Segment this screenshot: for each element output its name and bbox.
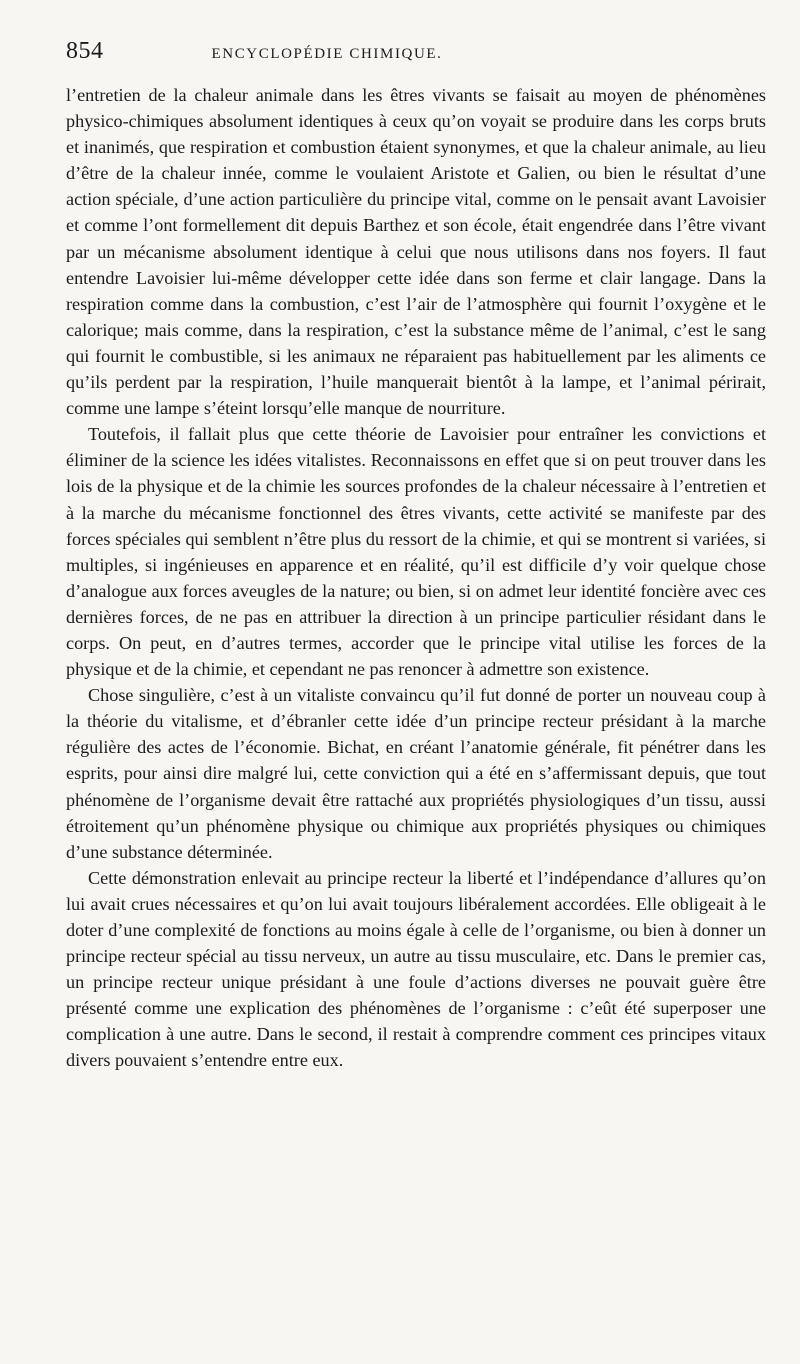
paragraph: Cette démonstration enlevait au principe recteur la liberté et l’indépendance d’allures qu’on lui avait crues nécessaires et qu’on lui avait toujours libéralement accordées. Elle obligeait à le doter d’une complexité de fonctions au moins égale à celle de l’organisme, ou bien à donner un principe recteur spécial au tissu nerveux, un autre au tissu musculaire, etc. Dans le premier cas, un principe recteur unique présidant à une foule d’actions diverses ne pouvait guère être présenté comme une explication des phénomènes de l’organisme : c’eût été superposer une complication à une autre. Dans le second, il restait à comprendre comment ces principes vitaux divers pouvaient s’entendre entre eux.: [66, 867, 766, 1071]
paragraph-continuation: l’entretien de la chaleur animale dans les êtres vivants se faisait au moyen de phénomènes physico-chimiques absolument identiques à ceux qu’on voyait se produire dans les corps bruts et inanimés, que respiration et combustion étaient synonymes, et que la chaleur animale, au lieu d’être de la chaleur innée, comme le voulaient Aristote et Galien, ou bien le résultat d’une action spéciale, d’une action particulière du principe vital, comme on le pensait avant Lavoisier et comme l’ont formellement dit depuis Barthez et son école, était engendrée dans l’être vivant par un mécanisme absolument identique à celui que nous utilisons dans nos foyers. Il faut entendre Lavoisier lui-même développer cette idée dans son ferme et clair langage. Dans la respiration comme dans la combustion, c’est l’air de l’atmosphère qui fournit l’oxygène et le calorique; mais comme, dans la respiration, c’est la substance même de l’animal, c’est le sang qui fournit le combustible, si les animaux ne réparaient pas habituellement par les aliments ce qu’ils perdent par la respiration, l’huile manquerait bientôt à la lampe, et l’animal périrait, comme une lampe s’éteint lorsqu’elle manque de nourriture.: [66, 85, 766, 419]
running-title: ENCYCLOPÉDIE CHIMIQUE.: [211, 46, 443, 62]
paragraph: Chose singulière, c’est à un vitaliste convaincu qu’il fut donné de porter un nouveau coup à la théorie du vitalisme, et d’ébranler cette idée d’un principe recteur présidant à la marche régulière des actes de l’économie. Bichat, en créant l’anatomie générale, fit pénétrer dans les esprits, pour ainsi dire malgré lui, cette conviction qui a été en s’affermissant depuis, que tout phénomène de l’organisme devait être rattaché aux propriétés physiologiques d’un tissu, aussi étroitement qu’un phénomène physique ou chimique aux propriétés physiques ou chimiques d’une substance déterminée.: [66, 685, 766, 862]
body-text: [66, 82, 766, 1074]
paragraph: Toutefois, il fallait plus que cette théorie de Lavoisier pour entraîner les convictions et éliminer de la science les idées vitalistes. Reconnaissons en effet que si on peut trouver dans les lois de la physique et de la chimie les sources profondes de la chaleur nécessaire à l’entretien et à la marche du mécanisme fonctionnel des êtres vivants, cette activité se manifeste par des forces spéciales qui semblent n’être plus du ressort de la chimie, et qui se montrent si variées, si multiples, si ingénieuses en apparence et en réalité, qu’il est difficile d’y voir quelque chose d’analogue aux forces aveugles de la nature; ou bien, si on admet leur identité foncière avec ces dernières forces, de ne pas en attribuer la direction à un principe particulier résidant dans le corps. On peut, en d’autres termes, accorder que le principe vital utilise les forces de la physique et de la chimie, et cependant ne pas renoncer à admettre son existence.: [66, 424, 766, 680]
page-header: [66, 38, 766, 78]
page-number: 854: [66, 38, 104, 64]
